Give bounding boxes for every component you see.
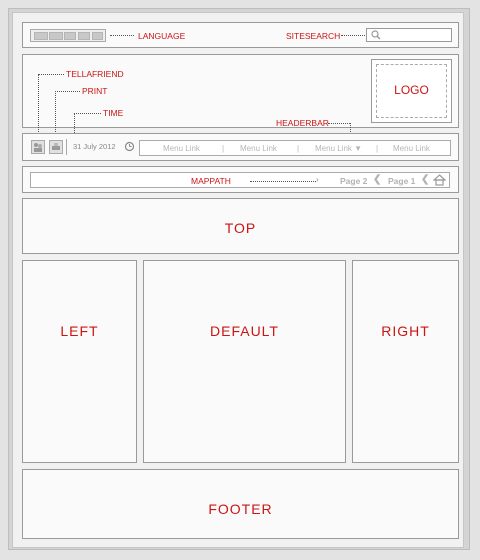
flag-icon[interactable]: [34, 32, 48, 40]
print-label: PRINT: [82, 86, 108, 96]
flag-icon[interactable]: [92, 32, 103, 40]
time-widget: [66, 139, 136, 155]
menu-link[interactable]: Menu Link: [393, 144, 430, 153]
print-pointer-h: [55, 91, 80, 92]
footer-region-label: FOOTER: [208, 501, 273, 517]
menu-link[interactable]: Menu Link: [240, 144, 277, 153]
menu-bar: [139, 140, 451, 156]
menu-link-dropdown[interactable]: Menu Link ▼: [315, 144, 363, 153]
time-value: 31 July 2012: [73, 142, 116, 151]
print-icon: [50, 141, 62, 153]
flag-icon[interactable]: [78, 32, 90, 40]
tellafriend-button[interactable]: [31, 140, 45, 154]
tellafriend-label: TELLAFRIEND: [66, 69, 124, 79]
menu-link[interactable]: Menu Link: [163, 144, 200, 153]
top-region: [22, 198, 459, 254]
menu-separator: |: [297, 144, 300, 153]
headerbar-pointer-h: [328, 123, 350, 124]
home-icon[interactable]: [433, 174, 446, 186]
print-button[interactable]: [49, 140, 63, 154]
tellafriend-icon: [32, 141, 44, 153]
headerbar-label: HEADERBAR: [276, 118, 329, 128]
menu-separator: |: [376, 144, 379, 153]
breadcrumb-item[interactable]: Page 2: [340, 176, 368, 186]
left-region-label: LEFT: [60, 323, 99, 339]
flag-icon[interactable]: [64, 32, 76, 40]
default-region-label: DEFAULT: [210, 323, 279, 339]
tellafriend-pointer-h: [38, 74, 64, 75]
tellafriend-pointer-v: [38, 74, 39, 140]
right-region-label: RIGHT: [381, 323, 430, 339]
flag-icon[interactable]: [49, 32, 63, 40]
top-region-label: TOP: [224, 220, 257, 236]
language-flags[interactable]: [30, 29, 106, 42]
breadcrumb-item[interactable]: Page 1: [388, 176, 416, 186]
clock-icon: [124, 141, 135, 152]
left-region: [22, 260, 137, 463]
sitesearch-pointer: [341, 35, 365, 36]
time-pointer-h: [74, 113, 101, 114]
search-icon[interactable]: [370, 29, 382, 41]
mappath-pointer: [250, 181, 316, 182]
breadcrumb-arrow: ›: [316, 175, 319, 184]
mappath-label: MAPPATH: [191, 176, 231, 186]
chevron-left-icon: ❮: [373, 174, 382, 185]
breadcrumb: [30, 172, 450, 188]
search-input[interactable]: [366, 28, 452, 42]
default-region: [143, 260, 346, 463]
logo[interactable]: [371, 59, 452, 123]
time-label: TIME: [103, 108, 124, 118]
chevron-left-icon: ❮: [421, 174, 430, 185]
language-label: LANGUAGE: [138, 31, 186, 41]
right-region: [352, 260, 459, 463]
logo-label: LOGO: [394, 83, 429, 97]
language-pointer: [110, 35, 134, 36]
footer-region: [22, 469, 459, 539]
menu-separator: |: [222, 144, 225, 153]
sitesearch-label: SITESEARCH: [286, 31, 341, 41]
